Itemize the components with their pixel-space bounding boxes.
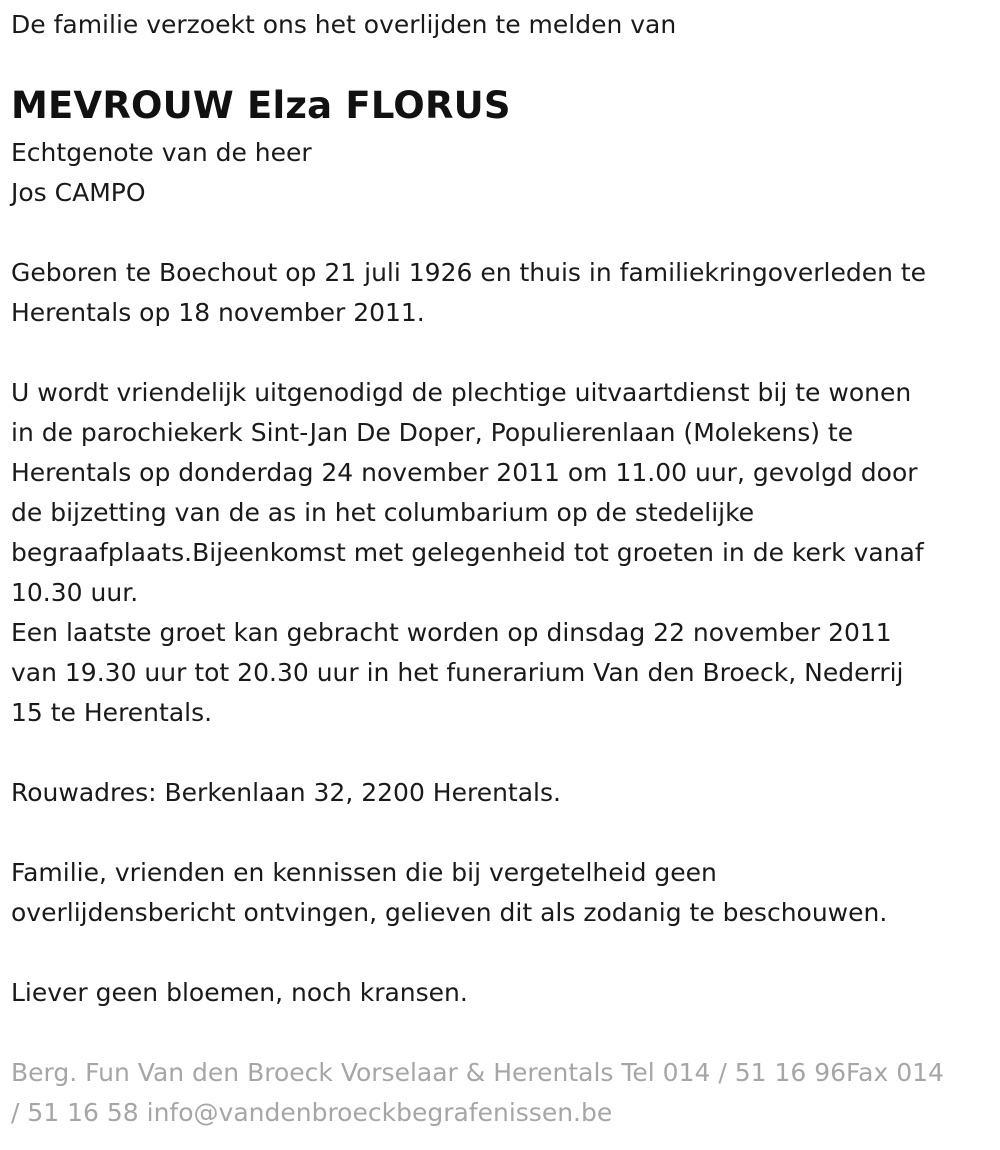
flowers-note: Liever geen bloemen, noch kransen.: [11, 978, 468, 1007]
notice-line: overlijdensbericht ontvingen, gelieven dit als zodanig te beschouwen.: [11, 898, 888, 927]
farewell-line: van 19.30 uur tot 20.30 uur in het funerarium Van den Broeck, Nederrij: [11, 658, 904, 687]
intro-text: De familie verzoekt ons het overlijden te melden van: [11, 10, 677, 39]
spouse-text: [11, 133, 989, 213]
spouse-name: Jos CAMPO: [11, 178, 146, 207]
service-line: 10.30 uur.: [11, 578, 139, 607]
farewell-line: 15 te Herentals.: [11, 698, 213, 727]
farewell-paragraph: [11, 613, 989, 733]
spouse-line: Echtgenote van de heer: [11, 138, 312, 167]
service-line: de bijzetting van de as in het columbarium op de stedelijke: [11, 498, 755, 527]
deceased-name: MEVROUW Elza FLORUS: [11, 84, 511, 127]
funeral-home-footer: [11, 1053, 989, 1133]
mourning-address: Rouwadres: Berkenlaan 32, 2200 Herentals.: [11, 778, 561, 807]
footer-line: Berg. Fun Van den Broeck Vorselaar & Herentals Tel 014 / 51 16 96Fax 014: [11, 1058, 944, 1087]
birth-death-line: Geboren te Boechout op 21 juli 1926 en thuis in familiekringoverleden te: [11, 258, 927, 287]
service-line: in de parochiekerk Sint-Jan De Doper, Populierenlaan (Molekens) te: [11, 418, 854, 447]
footer-line: / 51 16 58 info@vandenbroeckbegrafenissen.be: [11, 1098, 613, 1127]
service-line: Herentals op donderdag 24 november 2011 om 11.00 uur, gevolgd door: [11, 458, 918, 487]
birth-death-line: Herentals op 18 november 2011.: [11, 298, 425, 327]
notice-line: Familie, vrienden en kennissen die bij vergetelheid geen: [11, 858, 717, 887]
service-paragraph: [11, 373, 989, 613]
birth-death-paragraph: [11, 253, 989, 333]
notice-paragraph: [11, 853, 989, 933]
service-line: U wordt vriendelijk uitgenodigd de plechtige uitvaartdienst bij te wonen: [11, 378, 912, 407]
farewell-line: Een laatste groet kan gebracht worden op dinsdag 22 november 2011: [11, 618, 892, 647]
service-line: begraafplaats.Bijeenkomst met gelegenheid tot groeten in de kerk vanaf: [11, 538, 924, 567]
